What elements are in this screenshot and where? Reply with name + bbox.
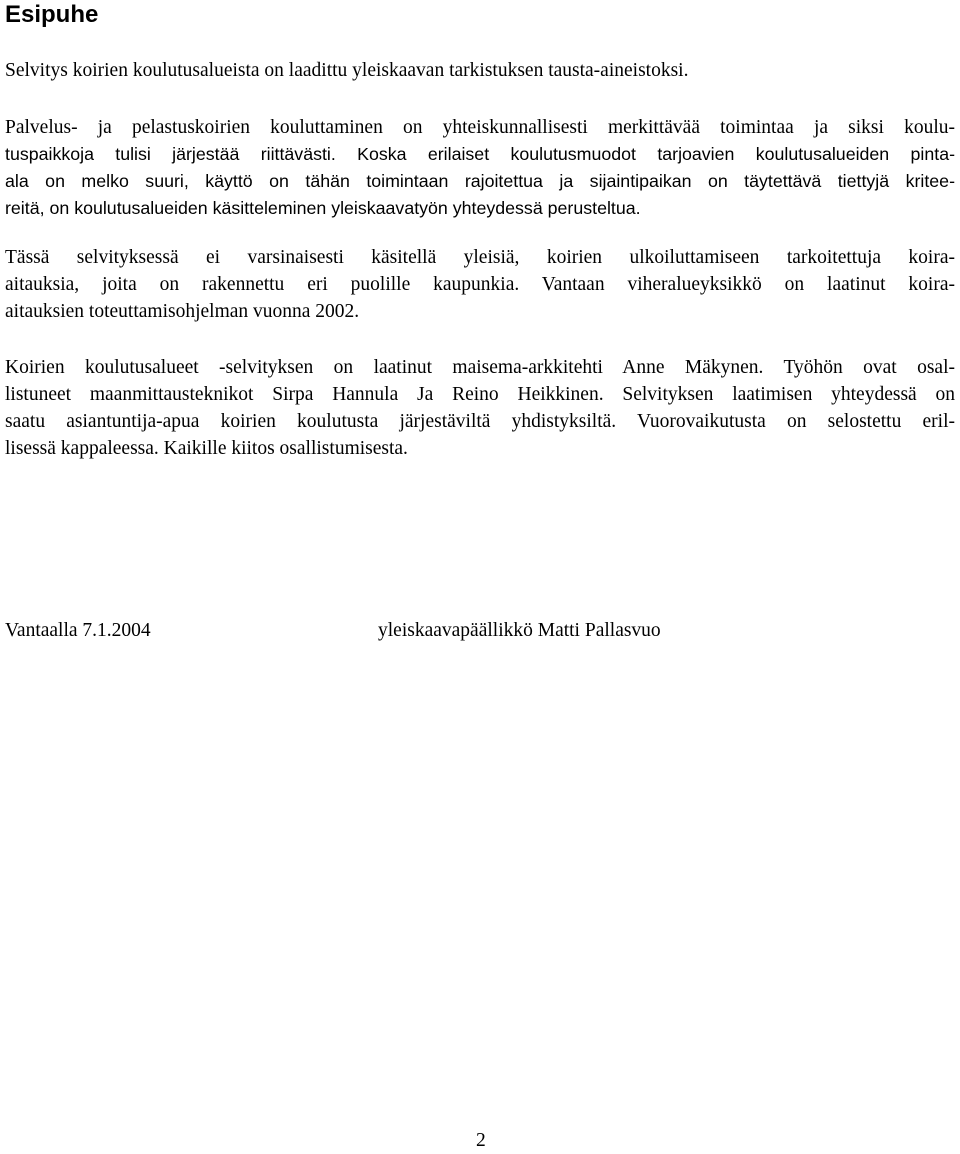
signature-place-date: Vantaalla 7.1.2004 <box>5 620 151 641</box>
page-number: 2 <box>476 1130 486 1151</box>
paragraph-line: reitä, on koulutusalueiden käsitteleminen yleiskaavatyön yhteydessä perusteltua. <box>5 198 641 218</box>
paragraph-line: Palvelus- ja pelastuskoirien kouluttaminen on yhteiskunnallisesti merkittävää toimintaa ja siksi koulu- <box>5 117 955 138</box>
paragraph-line: ala on melko suuri, käyttö on tähän toimintaan rajoitettua ja sijaintipaikan on täytettävä tiettyjä kritee- <box>5 171 955 191</box>
paragraph-line: listuneet maanmittausteknikot Sirpa Hannula Ja Reino Heikkinen. Selvityksen laatimisen yhteydessä on <box>5 384 955 405</box>
paragraph-line: saatu asiantuntija-apua koirien koulutusta järjestäviltä yhdistyksiltä. Vuorovaikutusta on selostettu eril- <box>5 411 955 432</box>
paragraph-line: lisessä kappaleessa. Kaikille kiitos osallistumisesta. <box>5 438 408 459</box>
paragraph-line: aitauksia, joita on rakennettu eri puolille kaupunkia. Vantaan viheralueyksikkö on laatinut koira- <box>5 274 955 295</box>
paragraph-line: Tässä selvityksessä ei varsinaisesti käsitellä yleisiä, koirien ulkoiluttamiseen tarkoitettuja koira- <box>5 247 955 268</box>
paragraph-intro <box>5 57 955 84</box>
page-title: Esipuhe <box>5 1 99 28</box>
paragraph-line: tuspaikkoja tulisi järjestää riittävästi. Koska erilaiset koulutusmuodot tarjoavien koulutusalueiden pinta- <box>5 144 955 164</box>
paragraph-line: Selvitys koirien koulutusalueista on laadittu yleiskaavan tarkistuksen tausta-aineistoksi. <box>5 60 689 81</box>
paragraph-scope <box>5 244 955 325</box>
paragraph-training-importance <box>5 114 955 222</box>
paragraph-acknowledgements <box>5 354 955 462</box>
paragraph-line: Koirien koulutusalueet -selvityksen on laatinut maisema-arkkitehti Anne Mäkynen. Työhön ovat osal- <box>5 357 955 378</box>
signature-signer: yleiskaavapäällikkö Matti Pallasvuo <box>378 620 661 641</box>
paragraph-line: aitauksien toteuttamisohjelman vuonna 2002. <box>5 301 360 322</box>
